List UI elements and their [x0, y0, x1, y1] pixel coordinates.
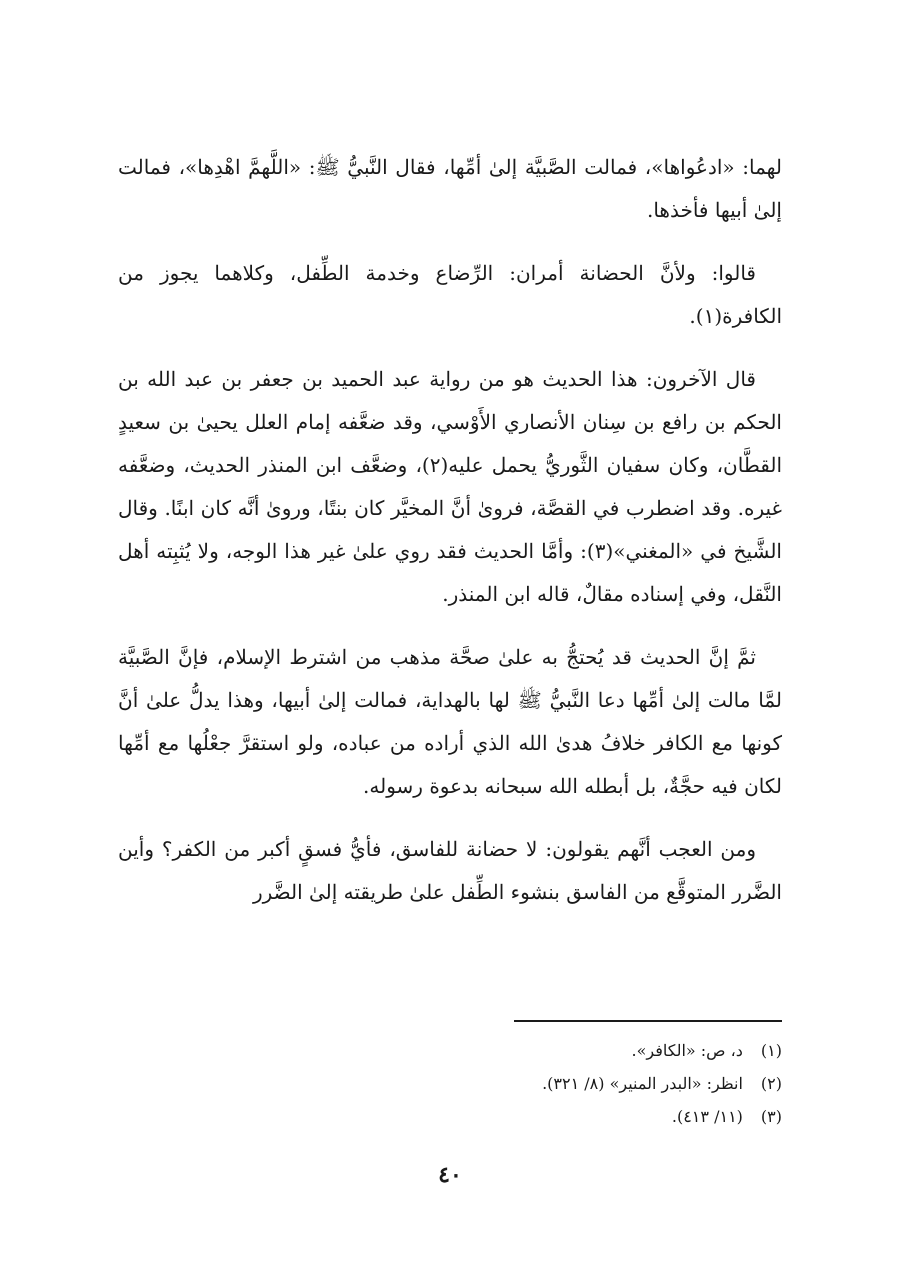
footnote-divider [514, 1020, 782, 1022]
footnote-number: (١) [760, 1041, 782, 1060]
footnote-text: (١١/ ٤١٣). [671, 1107, 743, 1126]
paragraph: ثمَّ إنَّ الحديث قد يُحتجُّ به علىٰ صحَّة مذهب من اشترط الإسلام، فإنَّ الصَّبيَّة لمَّا مالت إلىٰ أمِّها دعا النَّبيُّ ﷺ لها بالهداية، فمالت إلىٰ أبيها، وهذا يدلُّ علىٰ أنَّ كونها مع الكافر خلافُ هدىٰ الله الذي أراده من عباده، ولو استقرَّ جعْلُها مع أمِّها لكان فيه حجَّةٌ، بل أبطله الله سبحانه بدعوة رسوله. [118, 645, 783, 798]
paragraph: قال الآخرون: هذا الحديث هو من رواية عبد الحميد بن جعفر بن عبد الله بن الحكم بن رافع بن سِنان الأنصاري الأَوْسي، وقد ضعَّفه إمام العلل يحيىٰ بن سعيدٍ القطَّان، وكان سفيان الثَّوريُّ يحمل عليه(٢)، وضعَّف ابن المنذر الحديث، وضعَّفه غيره. وقد اضطرب في القصَّة، فرویٰ أنَّ المخيَّر كان بنتًا، وروىٰ أنَّه كان ابنًا. وقال الشَّيخ في «المغني»(٣): وأمَّا الحديث فقد روي علىٰ غير هذا الوجه، ولا يُثبِته أهل النَّقل، وفي إسناده مقالٌ، قاله ابن المنذر. [118, 367, 782, 606]
footnote-text: انظر: «البدر المنير» (٨/ ٣٢١). [542, 1074, 743, 1093]
footnote [118, 1034, 782, 1067]
main-text [118, 146, 782, 934]
footnote-number: (٣) [760, 1107, 782, 1126]
paragraph: لهما: «ادعُواها»، فمالت الصَّبيَّة إلىٰ أمِّها، فقال النَّبيُّ ﷺ: «اللَّهمَّ اهْدِها»، فمالت إلىٰ أبيها فأخذها. [118, 155, 782, 222]
footnote [118, 1100, 782, 1133]
footnotes [118, 1034, 782, 1133]
footnote [118, 1067, 782, 1100]
page-number: ٤٠ [438, 1162, 462, 1188]
footnote-number: (٢) [760, 1074, 782, 1093]
paragraph: ومن العجب أنَّهم يقولون: لا حضانة للفاسق، فأيُّ فسقٍ أكبر من الكفر؟ وأين الضَّرر المتوقَّع من الفاسق بنشوء الطِّفل علىٰ طريقته إلىٰ الضَّرر [118, 837, 782, 904]
footnote-text: د، ص: «الكافر». [631, 1041, 743, 1060]
paragraph: قالوا: ولأنَّ الحضانة أمران: الرِّضاع وخدمة الطِّفل، وكلاهما يجوز من الكافرة(١). [118, 261, 782, 328]
